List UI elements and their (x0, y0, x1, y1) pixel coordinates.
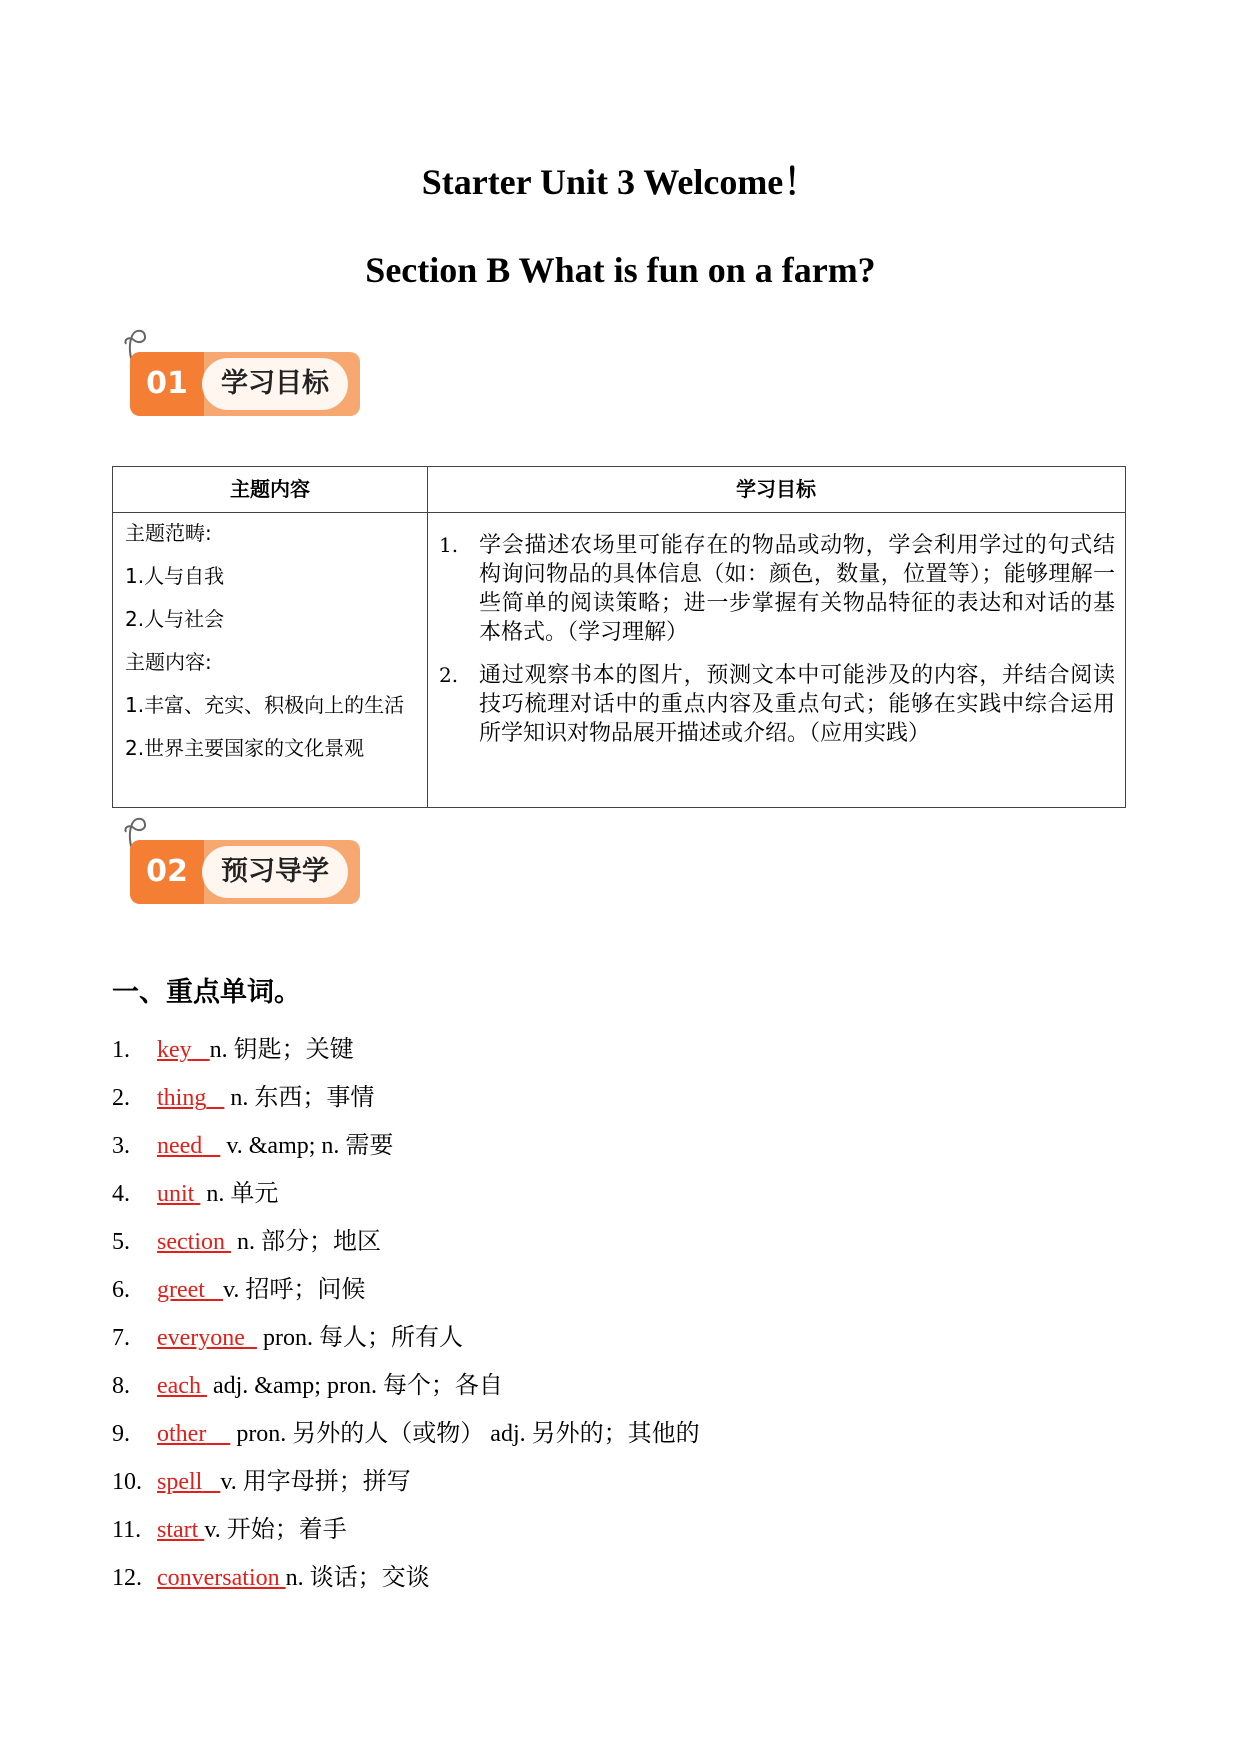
vocab-word: greet (157, 1277, 205, 1303)
vocab-definition: n. 谈话；交谈 (285, 1565, 430, 1591)
vocab-word: unit (157, 1181, 195, 1207)
badge-label: 学习目标 (221, 368, 329, 399)
table-header-goals: 学习目标 (736, 477, 816, 501)
vocab-heading: 一、重点单词。 (112, 977, 301, 1008)
vocab-number: 7. (112, 1325, 130, 1351)
vocab-word: each (157, 1373, 201, 1399)
vocab-number: 2. (112, 1085, 130, 1111)
vocab-item (112, 1126, 393, 1166)
topic-line: 1.人与自我 (125, 564, 225, 588)
vocab-definition: pron. 每人；所有人 (256, 1325, 463, 1351)
topic-line: 主题范畴: (125, 521, 212, 545)
vocab-number: 11. (112, 1517, 142, 1543)
vocab-definition: n. 单元 (200, 1181, 279, 1207)
badge-number: 02 (146, 854, 188, 889)
unit-title: Starter Unit 3 Welcome！ (421, 162, 820, 202)
vocab-word: thing (157, 1085, 207, 1111)
topic-line: 2.世界主要国家的文化景观 (125, 736, 365, 760)
goal-text: 通过观察书本的图片，预测文本中可能涉及的内容，并结合阅读技巧梳理对话中的重点内容及重点句式；能够在实践中综合运用所学知识对物品展开描述或介绍。（应用实践） (479, 663, 1115, 746)
vocab-word: conversation (157, 1565, 280, 1591)
vocab-definition: n. 部分；地区 (230, 1229, 381, 1255)
vocab-item (112, 1366, 503, 1406)
topic-line: 2.人与社会 (125, 607, 225, 631)
vocab-word: spell (157, 1469, 203, 1495)
vocab-definition: adj. &amp; pron. 每个；各自 (206, 1373, 503, 1399)
vocab-item (112, 1030, 354, 1070)
vocab-item (112, 1462, 411, 1502)
vocab-definition: v. &amp; n. 需要 (220, 1133, 394, 1159)
goal-number: 1. (439, 533, 459, 557)
vocab-number: 8. (112, 1373, 130, 1399)
table-divider-horizontal (113, 512, 1125, 513)
topic-line: 1.丰富、充实、积极向上的生活 (125, 693, 405, 717)
vocab-word: key (157, 1037, 192, 1063)
goal-text: 学会描述农场里可能存在的物品或动物，学会利用学过的句式结构询问物品的具体信息（如：颜色，数量，位置等）；能够理解一些简单的阅读策略；进一步掌握有关物品特征的表达和对话的基本格式。（学习理解） (479, 533, 1115, 645)
vocab-definition: n. 东西；事情 (224, 1085, 375, 1111)
vocab-number: 1. (112, 1037, 130, 1063)
vocab-number: 12. (112, 1565, 142, 1591)
goals-table (112, 466, 1126, 808)
goal-number: 2. (439, 663, 459, 687)
vocab-number: 9. (112, 1421, 130, 1447)
vocab-word: start (157, 1517, 199, 1543)
badge-label: 预习导学 (221, 856, 329, 887)
vocab-number: 10. (112, 1469, 142, 1495)
vocab-number: 3. (112, 1133, 130, 1159)
goal-item (439, 531, 1115, 647)
vocab-definition: v. 用字母拼；拼写 (220, 1469, 411, 1495)
table-divider-vertical (427, 467, 428, 807)
vocab-item (112, 1270, 365, 1310)
section-badge-preview (120, 814, 360, 924)
vocab-number: 5. (112, 1229, 130, 1255)
vocab-number: 4. (112, 1181, 130, 1207)
vocab-item (112, 1510, 347, 1550)
table-header-topic: 主题内容 (230, 477, 310, 501)
vocab-word: other (157, 1421, 207, 1447)
goals-column (439, 531, 1115, 762)
goal-item (439, 661, 1115, 748)
topic-line: 主题内容: (125, 650, 212, 674)
vocab-word: section (157, 1229, 225, 1255)
vocab-word: everyone (157, 1325, 245, 1351)
section-title: Section B What is fun on a farm? (365, 250, 876, 290)
vocab-item (112, 1078, 374, 1118)
topic-column (125, 519, 419, 777)
vocab-item (112, 1318, 463, 1358)
vocab-item (112, 1174, 278, 1214)
vocab-item (112, 1414, 700, 1454)
vocab-word: need (157, 1133, 203, 1159)
vocab-definition: n. 钥匙；关键 (209, 1037, 354, 1063)
vocab-item (112, 1558, 430, 1598)
vocab-definition: v. 招呼；问候 (222, 1277, 366, 1303)
vocab-definition: pron. 另外的人（或物） adj. 另外的；其他的 (230, 1421, 700, 1447)
vocab-definition: v. 开始；着手 (204, 1517, 347, 1543)
vocab-number: 6. (112, 1277, 130, 1303)
section-badge-goals (120, 326, 360, 436)
badge-number: 01 (146, 366, 188, 401)
vocab-item (112, 1222, 381, 1262)
